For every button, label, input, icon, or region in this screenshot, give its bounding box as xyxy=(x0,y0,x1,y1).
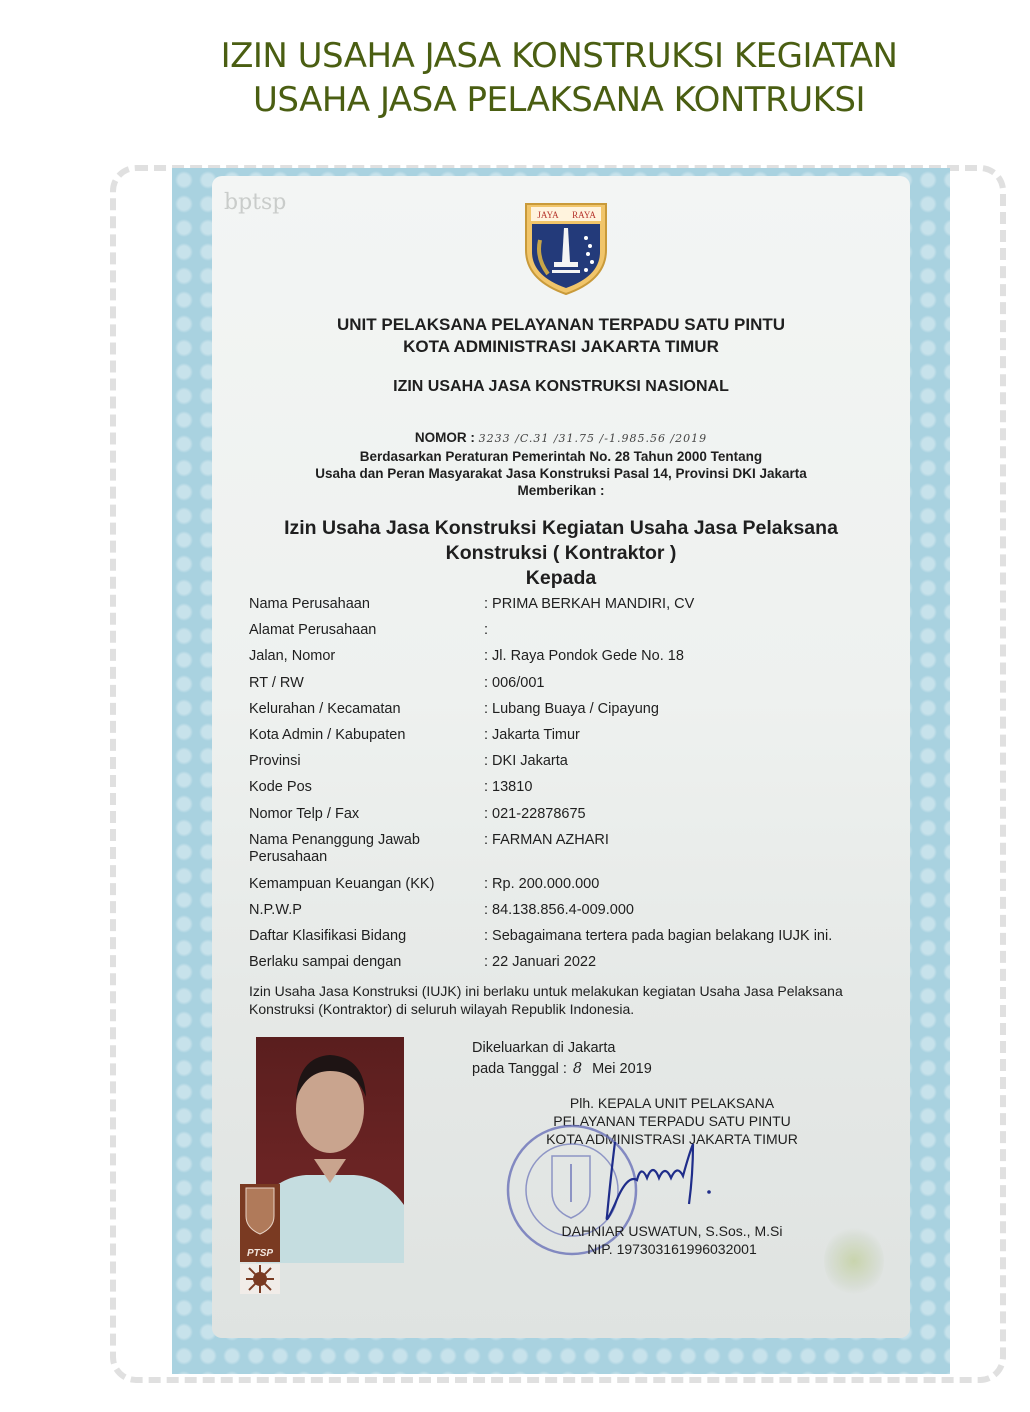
field-row xyxy=(249,753,909,779)
grant-title xyxy=(212,516,910,591)
field-label: Kemampuan Keuangan (KK) xyxy=(249,875,435,892)
field-label: Nama Penanggung Jawab Perusahaan xyxy=(249,831,420,865)
field-label: Daftar Klasifikasi Bidang xyxy=(249,928,407,945)
field-value: : xyxy=(484,622,489,639)
field-label: Kelurahan / Kecamatan xyxy=(249,700,401,717)
license-number-value: 3233 /C.31 /31.75 /-1.985.56 /2019 xyxy=(478,432,708,445)
page-heading-line-2: USAHA JASA PELAKSANA KONTRUKSI xyxy=(252,80,865,120)
signer-title-line-1: Plh. KEPALA UNIT PELAKSANA xyxy=(569,1095,775,1111)
field-row xyxy=(249,954,909,980)
field-label: Berlaku sampai dengan xyxy=(249,954,402,971)
field-row xyxy=(249,779,909,805)
issued-month-year: Mei 2019 xyxy=(592,1061,652,1077)
page-heading xyxy=(0,34,1030,122)
field-value: : Lubang Buaya / Cipayung xyxy=(484,700,659,717)
issuance-info xyxy=(472,1038,652,1080)
signer-title-line-3: KOTA ADMINISTRASI JAKARTA TIMUR xyxy=(546,1131,798,1147)
hologram-seal-icon xyxy=(824,1226,884,1296)
field-value: : Sebagaimana tertera pada bagian belakang IUJK ini. xyxy=(484,928,833,945)
page-heading-line-1: IZIN USAHA JASA KONSTRUKSI KEGIATAN xyxy=(220,36,898,76)
license-number xyxy=(212,430,910,445)
field-row xyxy=(249,596,909,622)
field-value: : DKI Jakarta xyxy=(484,753,568,770)
field-value: : Jakarta Timur xyxy=(484,726,580,743)
issued-date xyxy=(472,1059,652,1080)
field-value: : 006/001 xyxy=(484,674,545,691)
field-label: Nomor Telp / Fax xyxy=(249,805,360,822)
office-line-2: KOTA ADMINISTRASI JAKARTA TIMUR xyxy=(403,337,719,356)
field-label: N.P.W.P xyxy=(249,901,302,918)
field-value: : 021-22878675 xyxy=(484,805,586,822)
field-label: Jalan, Nomor xyxy=(249,648,336,665)
field-row xyxy=(249,622,909,648)
signer-name: DAHNIAR USWATUN, S.Sos., M.Si xyxy=(561,1223,783,1239)
license-number-label: NOMOR : xyxy=(414,430,475,445)
ptsp-badge-icon xyxy=(240,1184,280,1296)
crest-motto-right: RAYA xyxy=(572,210,596,220)
field-label: RT / RW xyxy=(249,674,304,691)
signature-icon xyxy=(597,1134,727,1224)
license-title: IZIN USAHA JASA KONSTRUKSI NASIONAL xyxy=(393,378,729,395)
field-value: : 84.138.856.4-009.000 xyxy=(484,901,634,918)
office-line-1: UNIT PELAKSANA PELAYANAN TERPADU SATU PINTU xyxy=(336,315,786,334)
field-label: Alamat Perusahaan xyxy=(249,622,377,639)
jakarta-crest-icon xyxy=(522,200,610,296)
crest-motto-left: JAYA xyxy=(537,210,559,220)
legal-basis xyxy=(212,448,910,499)
signer-nip: NIP. 197303161996032001 xyxy=(587,1241,757,1257)
grant-line-1: Izin Usaha Jasa Konstruksi Kegiatan Usaha Jasa Pelaksana xyxy=(284,517,838,539)
field-value: : Jl. Raya Pondok Gede No. 18 xyxy=(484,648,684,665)
field-row xyxy=(249,832,909,876)
field-row xyxy=(249,928,909,954)
office-header xyxy=(212,314,910,358)
grant-line-3: Kepada xyxy=(525,567,597,589)
issued-date-label: pada Tanggal : xyxy=(472,1061,567,1077)
field-row xyxy=(249,701,909,727)
field-value: : 13810 xyxy=(484,779,533,796)
issued-place: Dikeluarkan di Jakarta xyxy=(472,1040,616,1056)
field-row xyxy=(249,675,909,701)
field-label: Kode Pos xyxy=(249,779,312,796)
signer-title-line-2: PELAYANAN TERPADU SATU PINTU xyxy=(553,1113,791,1129)
signer-identity xyxy=(512,1222,832,1258)
certificate-scan xyxy=(172,168,950,1374)
grant-line-2: Konstruksi ( Kontraktor ) xyxy=(445,542,677,564)
field-row xyxy=(249,902,909,928)
field-label: Kota Admin / Kabupaten xyxy=(249,726,406,743)
validity-statement: Izin Usaha Jasa Konstruksi (IUJK) ini berlaku untuk melakukan kegiatan Usaha Jasa Pelaksana Konstruksi (Kontraktor) di seluruh wilayah Republik Indonesia. xyxy=(249,983,843,1017)
certificate-paper xyxy=(212,176,910,1338)
ptsp-badge-text: PTSP xyxy=(246,1248,274,1259)
field-value: : FARMAN AZHARI xyxy=(484,831,609,848)
field-row xyxy=(249,876,909,902)
field-value: : Rp. 200.000.000 xyxy=(484,875,600,892)
field-row xyxy=(249,727,909,753)
legal-basis-line-2: Usaha dan Peran Masyarakat Jasa Konstruksi Pasal 14, Provinsi DKI Jakarta xyxy=(315,466,807,481)
field-row xyxy=(249,648,909,674)
company-details xyxy=(249,596,909,980)
field-label: Nama Perusahaan xyxy=(249,596,370,612)
field-value: : PRIMA BERKAH MANDIRI, CV xyxy=(484,596,695,612)
field-label: Provinsi xyxy=(249,753,301,770)
field-row xyxy=(249,806,909,832)
issued-day: 8 xyxy=(572,1061,583,1077)
legal-basis-line-1: Berdasarkan Peraturan Pemerintah No. 28 Tahun 2000 Tentang xyxy=(359,449,763,464)
watermark-text: bptsp xyxy=(224,190,287,215)
legal-basis-line-3: Memberikan : xyxy=(517,483,605,498)
field-value: : 22 Januari 2022 xyxy=(484,954,597,971)
